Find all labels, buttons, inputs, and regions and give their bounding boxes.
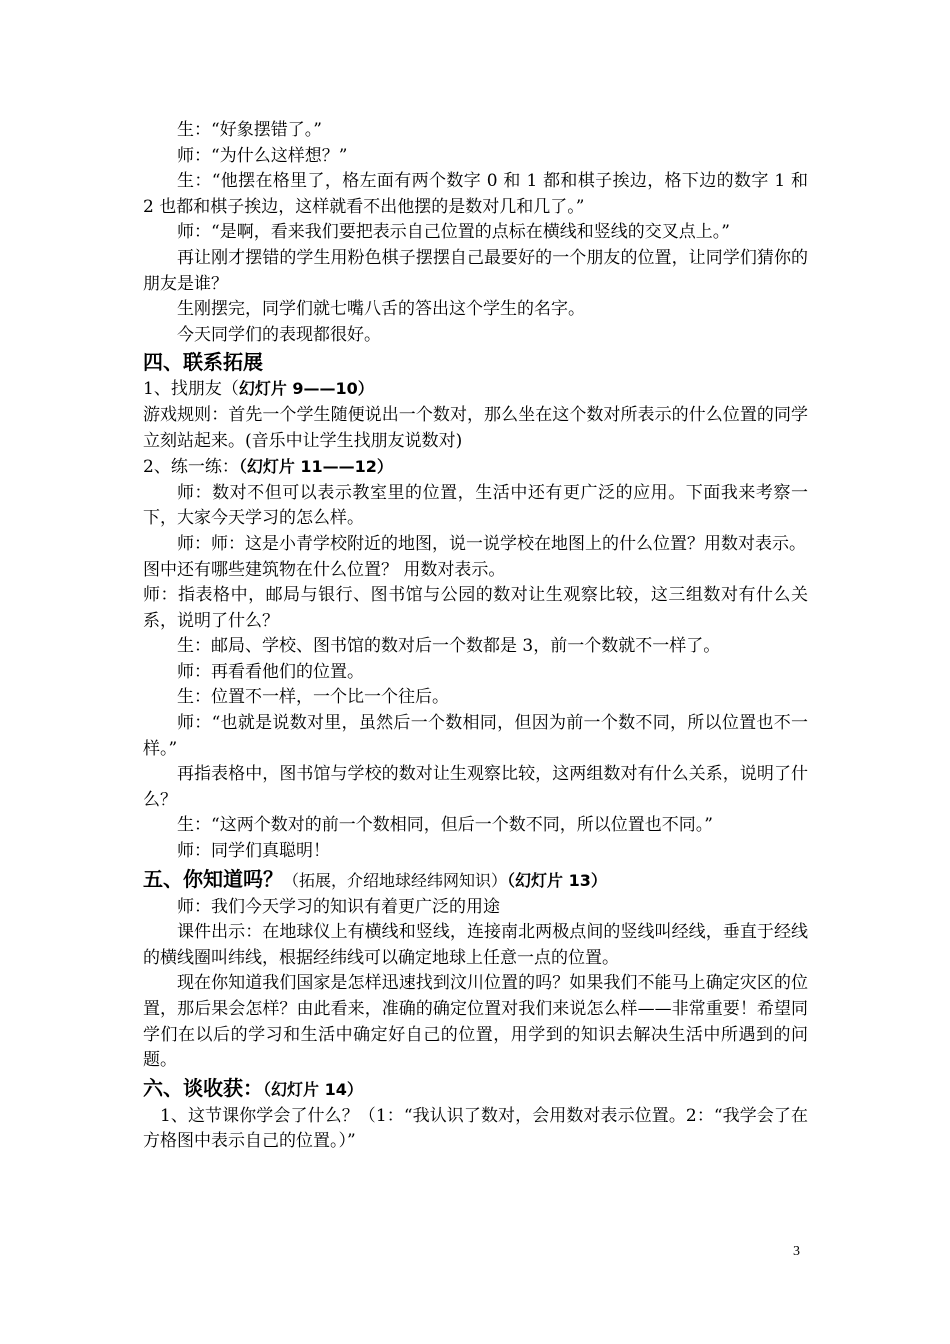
paragraph: 生刚摆完，同学们就七嘴八舌的答出这个学生的名字。 (177, 299, 585, 320)
section-heading-5 (143, 865, 808, 895)
dialogue-line: 生：“好象摆错了。” (177, 120, 322, 140)
paragraph: 现在你知道我们国家是怎样迅速找到汶川位置的吗？如果我们不能马上确定灾区的位置，那后果会怎样？由此看来，准确的确定位置对我们来说怎么样——非常重要！希望同学们在以后的学习和生活中确定好自己的位置，用学到的知识去解决生活中所遇到的问题。 (143, 973, 808, 1071)
game-rule: 游戏规则：首先一个学生随便说出一个数对，那么坐在这个数对所表示的什么位置的同学立刻站起来。(音乐中让学生找朋友说数对) (143, 404, 808, 451)
section-5-title: 五、你知道吗？ (143, 866, 283, 891)
paragraph: 生：“这两个数对的前一个数相同，但后一个数不同，所以位置也不同。” (177, 815, 713, 836)
paragraph: 师：数对不但可以表示教室里的位置，生活中还有更广泛的应用。下面我来考察一下，大家今天学习的怎么样。 (143, 482, 808, 529)
item-1-title (143, 376, 808, 403)
paragraph: 再指表格中，图书馆与学校的数对让生观察比较，这两组数对有什么关系，说明了什么？ (143, 764, 808, 810)
section-6-slide: （幻灯片 14） (263, 1079, 363, 1099)
dialogue-line: 师：“是啊，看来我们要把表示自己位置的点标在横线和竖线的交叉点上。” (177, 222, 730, 243)
paragraph: 师：我们今天学习的知识有着更广泛的用途 (177, 896, 500, 917)
paragraph: 今天同学们的表现都很好。 (177, 324, 381, 345)
paragraph: 师：“也就是说数对里，虽然后一个数相同，但因为前一个数不同，所以位置也不一样。” (143, 713, 808, 759)
paragraph: 师：指表格中，邮局与银行、图书馆与公园的数对让生观察比较，这三组数对有什么关系，说明了什么？ (143, 585, 808, 631)
dialogue-line: 师：“为什么这样想？” (177, 145, 348, 166)
section-heading-4: 四、联系拓展 (143, 350, 263, 375)
paragraph: 师：同学们真聪明！ (177, 841, 330, 862)
section-6-title: 六、谈收获： (143, 1075, 263, 1100)
paragraph: 课件出示：在地球仪上有横线和竖线，连接南北两极点间的竖线叫经线，垂直于经线的横线圈叫纬线，根据经纬线可以确定地球上任意一点的位置。 (143, 922, 808, 968)
paragraph: 1、这节课你学会了什么？（1：“我认识了数对，会用数对表示位置。2：“我学会了在方格图中表示自己的位置。）” (143, 1105, 808, 1152)
item-2-title (143, 454, 808, 481)
page-number: 3 (793, 1244, 800, 1259)
item-1-label: 1、找朋友（ (143, 379, 239, 400)
item-2-label: 2、练一练： (143, 457, 239, 478)
section-5-slide: （幻灯片 13） (507, 870, 607, 890)
paragraph: 图中还有哪些建筑物在什么位置？ 用数对表示。 (143, 559, 506, 580)
section-5-note: （拓展，介绍地球经纬网知识） (283, 870, 508, 890)
paragraph: 生：位置不一样，一个比一个往后。 (177, 687, 449, 708)
paragraph: 再让刚才摆错的学生用粉色棋子摆摆自己最要好的一个朋友的位置，让同学们猜你的朋友是谁？ (143, 247, 808, 294)
section-heading-6 (143, 1074, 808, 1104)
item-1-slide: 幻灯片 9——10） (238, 379, 374, 399)
dialogue-line: 生：“他摆在格里了，格左面有两个数字 0 和 1 都和棋子挨边，格下边的数字 1 和 2 也都和棋子挨边，这样就看不出他摆的是数对几和几了。” (143, 171, 808, 217)
paragraph: 生：邮局、学校、图书馆的数对后一个数都是 3，前一个数就不一样了。 (177, 636, 721, 657)
item-2-slide: （幻灯片 11——12） (238, 457, 393, 477)
paragraph: 师：再看看他们的位置。 (177, 661, 364, 682)
page-content (143, 118, 808, 1155)
paragraph: 师：师：这是小青学校附近的地图，说一说学校在地图上的什么位置？用数对表示。 (177, 533, 806, 554)
